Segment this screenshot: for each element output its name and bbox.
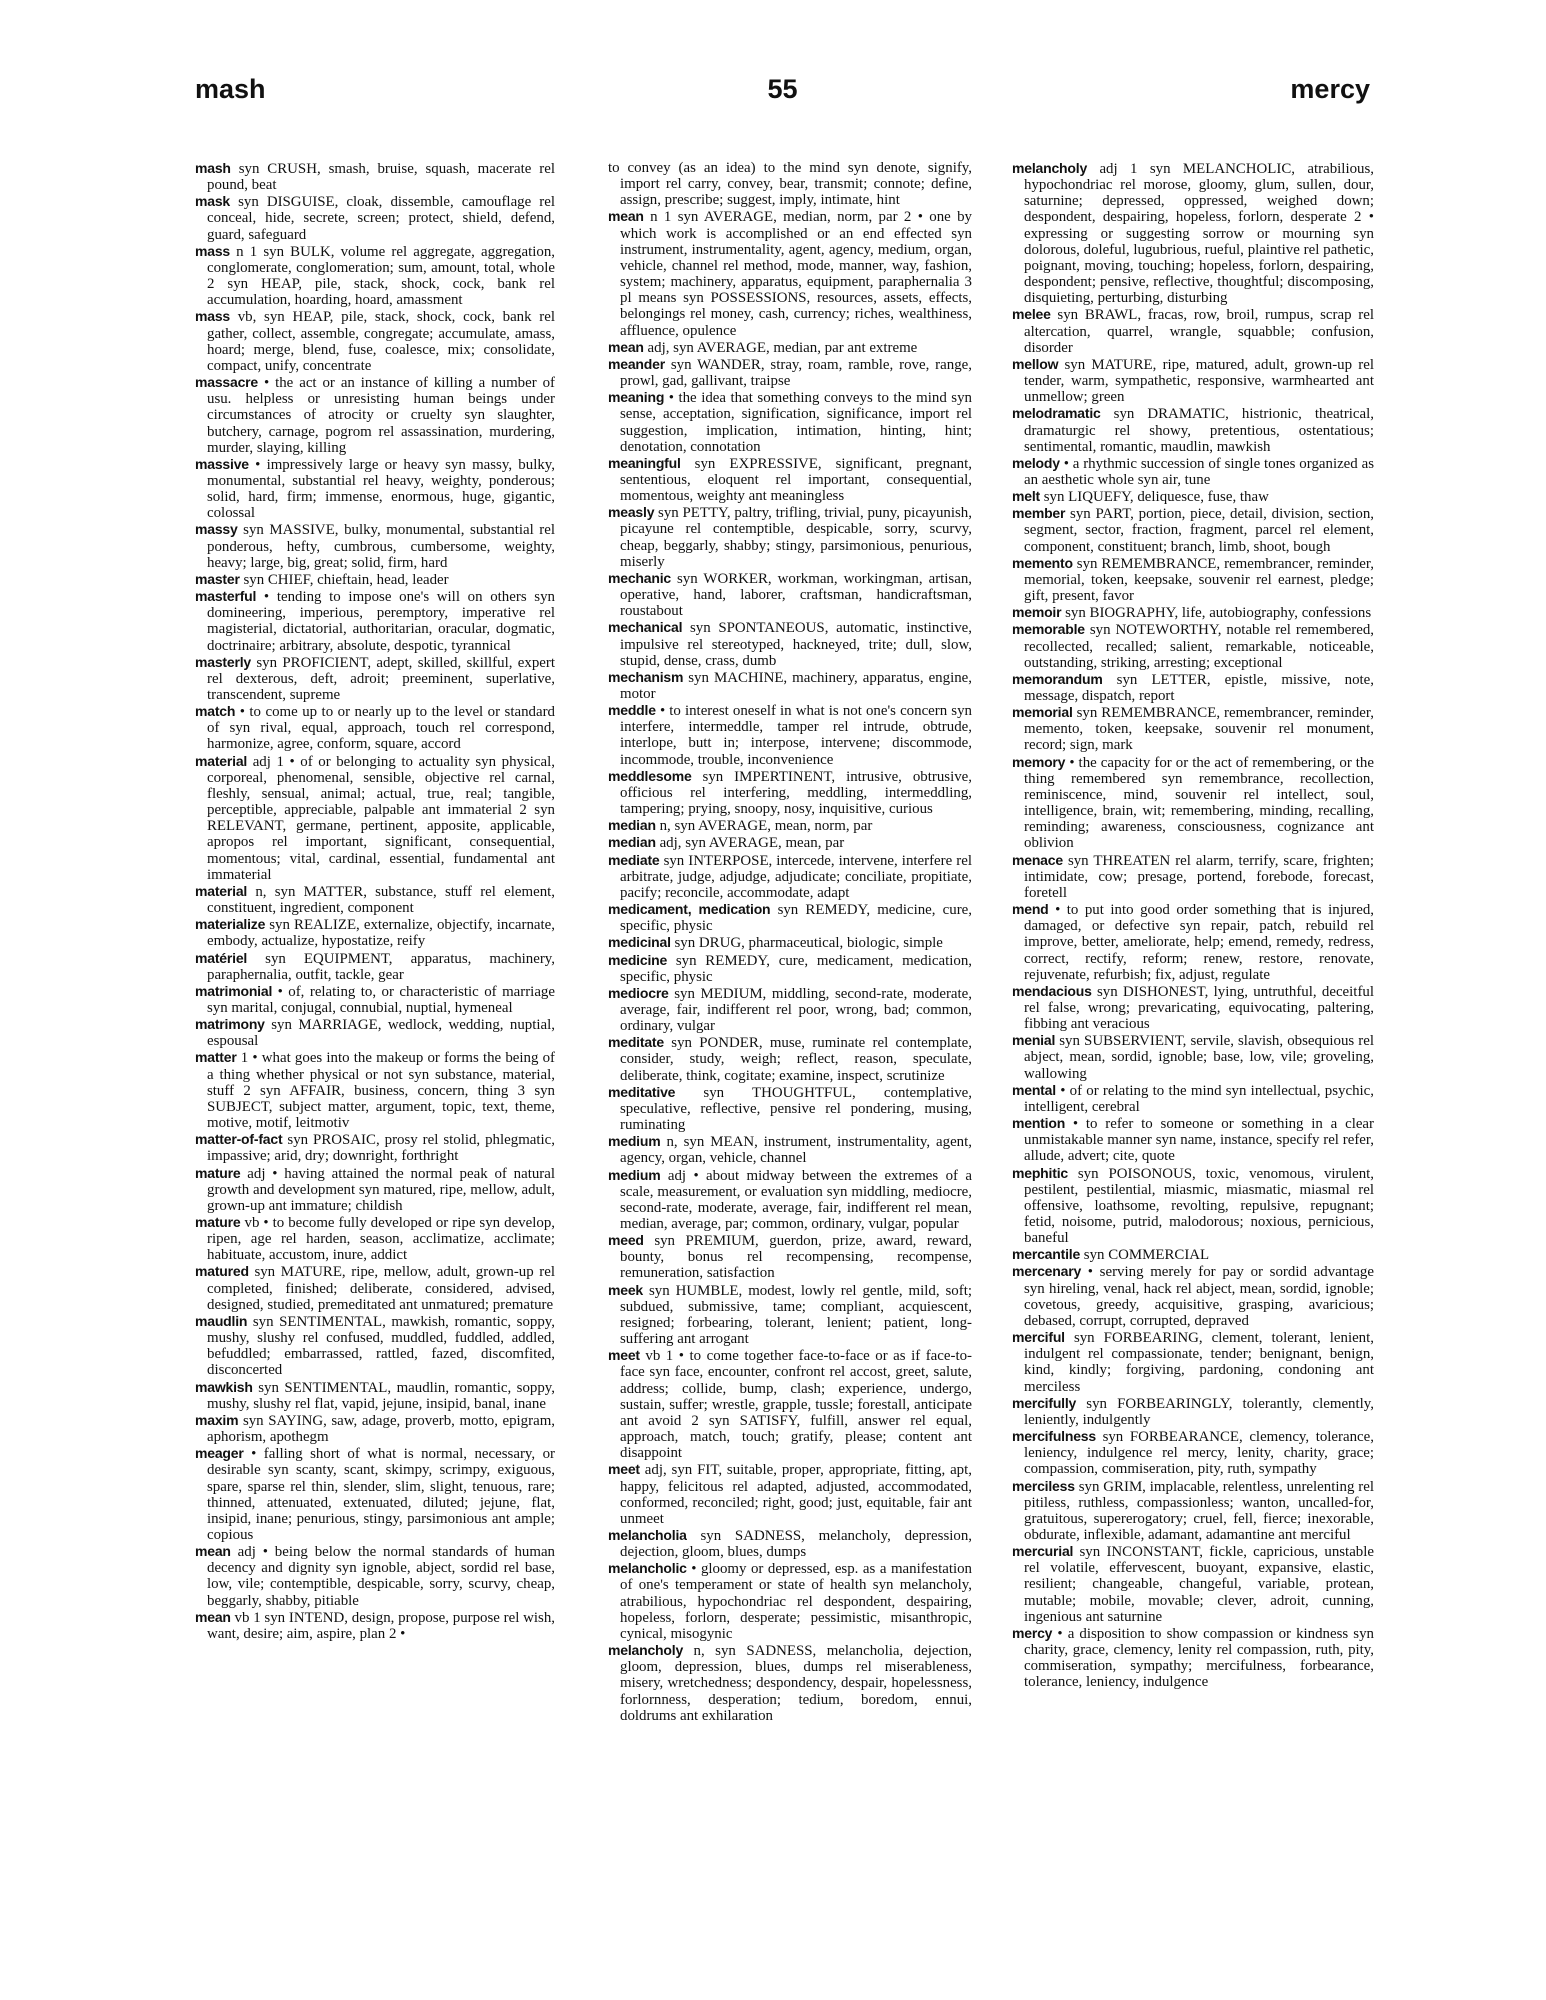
entry-headword: melt [1012, 488, 1040, 505]
entry-definition: • of, relating to, or characteristic of marriage syn marital, conjugal, connubial, nuptial, hymeneal [207, 983, 555, 1016]
entry-headword: material [195, 752, 248, 769]
entry-headword: meet [608, 1461, 640, 1478]
entry-definition: • the act or an instance of killing a number of usu. helpless or unresisting human beings under circumstances of atrocity or cruelty syn slaughter, butchery, carnage, pogrom rel assassination, murdering, murder, slaying, killing [207, 375, 555, 456]
dictionary-entry [195, 916, 555, 949]
entry-definition: syn WANDER, stray, roam, ramble, rove, range, prowl, gad, gallivant, traipse [620, 356, 972, 390]
entry-headword: medicament, medication [608, 901, 771, 918]
entry-headword: master [195, 570, 240, 587]
entry-definition: adj, syn AVERAGE, mean, par [659, 835, 845, 852]
dictionary-entry [1012, 1246, 1374, 1263]
dictionary-entry [1012, 852, 1374, 901]
dictionary-entry [1012, 1263, 1374, 1329]
entry-definition: syn DISGUISE, cloak, dissemble, camouflage rel conceal, hide, secrete, screen; protect, shield, defend, guard, safeguard [207, 194, 555, 243]
entry-headword: maxim [195, 1411, 239, 1428]
dictionary-entry [195, 243, 555, 309]
entry-headword: merciless [1012, 1477, 1075, 1494]
entry-definition: syn POISONOUS, toxic, venomous, virulent, pestilent, pestilential, miasmic, miasmatic, miasmal rel offensive, loathsome, revolting, repulsive, repugnant; fetid, noisome, putrid, malodorous; noxious, pernicious, baneful [1024, 1165, 1374, 1247]
dictionary-entry [195, 1214, 555, 1263]
dictionary-entry [608, 817, 972, 834]
dictionary-entry [1012, 1032, 1374, 1081]
dictionary-entry [195, 1049, 555, 1131]
entry-definition: syn PONDER, muse, ruminate rel contemplate, consider, study, weigh; reflect, reason, speculate, deliberate, think, cogitate; examine, inspect, scrutinize [620, 1035, 972, 1084]
entry-definition: syn LETTER, epistle, missive, note, message, dispatch, report [1024, 671, 1374, 704]
entry-headword: matter [195, 1049, 237, 1066]
dictionary-entry [195, 1313, 555, 1379]
entry-headword: mercantile [1012, 1246, 1081, 1263]
entry-headword: meek [608, 1281, 644, 1298]
dictionary-entry [1012, 754, 1374, 852]
entry-headword: mean [608, 208, 644, 225]
entry-definition: syn THREATEN rel alarm, terrify, scare, frighten; intimidate, cow; presage, portend, forebode, forecast, foretell [1024, 852, 1374, 901]
entry-definition: • to refer to someone or something in a clear unmistakable manner syn name, instance, specify rel refer, allude, advert; cite, quote [1024, 1116, 1374, 1165]
column-2 [608, 160, 972, 1920]
entry-headword: meet [608, 1347, 640, 1364]
entry-definition: • falling short of what is normal, necessary, or desirable syn scanty, scant, skimpy, scrimpy, exiguous, spare, sparse rel thin, slender, slim, slight, tenuous, rare; thinned, attenuated, extenuated, diluted; jejune, flat, insipid, inane; penurious, stingy, parsimonious ant ample; copious [207, 1446, 555, 1543]
entry-headword: menial [1012, 1032, 1056, 1049]
entry-headword: mean [195, 1608, 231, 1625]
dictionary-entry [608, 570, 972, 619]
dictionary-entry [1012, 356, 1374, 405]
entry-headword: meander [608, 355, 665, 372]
entry-headword: meed [608, 1232, 644, 1249]
entry-definition: • gloomy or depressed, esp. as a manifestation of one's temperament or state of health syn melancholy, atrabilious, hypochondriac rel despondent, despairing, hopeless, forlorn, desperate; pessimistic, misanthropic, cynical, misogynic [620, 1561, 972, 1642]
dictionary-entry [195, 753, 555, 883]
entry-definition: • the idea that something conveys to the mind syn sense, acceptation, signification, significance, import rel suggestion, implication, intimation, hinting, hint; denotation, connotation [620, 390, 972, 455]
entry-definition: n, syn MEAN, instrument, instrumentality, agent, agency, organ, vehicle, channel [620, 1134, 972, 1167]
entry-definition: syn SPONTANEOUS, automatic, instinctive, impulsive rel stereotyped, hackneyed, trite; dull, slow, stupid, dense, crass, dumb [620, 620, 972, 669]
entry-headword: mercurial [1012, 1543, 1074, 1560]
entry-definition: syn MATURE, ripe, mellow, adult, grown-up rel completed, finished; deliberate, considered, advised, designed, studied, premeditated ant unmatured; premature [207, 1264, 555, 1313]
dictionary-entry [1012, 901, 1374, 983]
column-3 [1012, 160, 1374, 1920]
dictionary-entry [195, 308, 555, 374]
dictionary-entry [195, 1543, 555, 1609]
entry-headword: mercifully [1012, 1394, 1077, 1411]
dictionary-entry [1012, 1478, 1374, 1544]
dictionary-entry [1012, 1115, 1374, 1164]
entry-definition: • the capacity for or the act of remembering, or the thing remembered syn remembrance, recollection, reminiscence, mind, souvenir rel intellect, soul, intelligence, brain, wit; remembering, minding, recalling, reminding; awareness, consciousness, cognizance ant oblivion [1024, 754, 1374, 852]
entry-headword: mean [195, 1543, 231, 1560]
entry-definition: syn REMEMBRANCE, remembrancer, reminder, memorial, token, keepsake, souvenir rel earnest, pledge; gift, present, favor [1024, 555, 1374, 605]
dictionary-entry [608, 1282, 972, 1348]
dictionary-entry [608, 1461, 972, 1527]
left-guide-word: mash [195, 74, 266, 104]
entry-headword: melancholia [608, 1526, 687, 1543]
dictionary-entry [1012, 983, 1374, 1032]
entry-definition: n 1 syn AVERAGE, median, norm, par 2 • one by which work is accomplished or an end effected syn instrument, instrumentality, agent, agency, medium, organ, vehicle, channel rel method, mode, manner, way, fashion, system; machinery, apparatus, equipment, paraphernalia 3 pl means syn POSSESSIONS, resources, assets, effects, belongings rel money, cash, currency; riches, wealthiness, affluence, opulence [620, 209, 972, 339]
entry-headword: mass [195, 242, 231, 259]
entry-headword: matériel [195, 949, 248, 966]
entry-definition: n 1 syn BULK, volume rel aggregate, aggregation, conglomerate, conglomeration; sum, amount, total, whole 2 syn HEAP, pile, stack, shock, cock, bank rel accumulation, hoarding, hoard, amassment [207, 243, 555, 309]
dictionary-entry [1012, 488, 1374, 505]
dictionary-entry [195, 1412, 555, 1445]
dictionary-entry [608, 356, 972, 389]
entry-headword: mature [195, 1164, 241, 1181]
entry-definition: syn WORKER, workman, workingman, artisan, operative, hand, laborer, craftsman, handicraftsman, roustabout [620, 570, 972, 620]
entry-definition: n, syn SADNESS, melancholia, dejection, gloom, depression, blues, dumps rel miserableness, misery, wretchedness; despondency, despair, hopelessness, forlornness, desperation; tedium, boredom, ennui, doldrums ant exhilaration [620, 1643, 972, 1724]
dictionary-entry [608, 934, 972, 951]
entry-definition: syn PREMIUM, guerdon, prize, award, reward, bounty, bonus rel recompensing, recompense, remuneration, satisfaction [620, 1233, 972, 1282]
entry-definition: syn EXPRESSIVE, significant, pregnant, sententious, eloquent rel important, consequential, momentous, weighty ant meaningless [620, 455, 972, 505]
entry-definition: syn DRUG, pharmaceutical, biologic, simple [674, 935, 943, 952]
entry-definition: syn PART, portion, piece, detail, division, section, segment, sector, fraction, fragment, parcel rel element, component, constituent; branch, limb, shoot, bough [1024, 506, 1374, 555]
entry-definition: syn FORBEARINGLY, tolerantly, clemently, leniently, indulgently [1024, 1395, 1374, 1428]
entry-definition: syn REMEDY, cure, medicament, medication, specific, physic [620, 952, 972, 985]
entry-headword: mention [1012, 1115, 1066, 1132]
entry-headword: materialize [195, 916, 266, 933]
entry-definition: syn DRAMATIC, histrionic, theatrical, dramaturgic rel showy, pretentious, ostentatious; sentimental, romantic, maudlin, mawkish [1024, 406, 1374, 455]
entry-definition: syn BRAWL, fracas, row, broil, rumpus, scrap rel altercation, quarrel, wrangle, squabble; confusion, disorder [1024, 307, 1374, 356]
dictionary-entry [608, 1034, 972, 1083]
dictionary-entry [608, 1527, 972, 1560]
entry-definition: syn HUMBLE, modest, lowly rel gentle, mild, soft; subdued, submissive, tame; compliant, acquiescent, resigned; forbearing, tolerant, lenient; patient, long-suffering ant arrogant [620, 1282, 972, 1348]
entry-headword: mawkish [195, 1378, 253, 1395]
entry-definition: adj, syn AVERAGE, median, par ant extreme [647, 339, 918, 356]
dictionary-entry [1012, 1329, 1374, 1395]
dictionary-entry [1012, 604, 1374, 621]
dictionary-entry [608, 834, 972, 851]
entry-definition: syn BIOGRAPHY, life, autobiography, confessions [1065, 605, 1372, 622]
dictionary-entry [1012, 555, 1374, 604]
entry-headword: meddle [608, 702, 656, 719]
entry-headword: medium [608, 1166, 661, 1183]
dictionary-entry [195, 193, 555, 242]
entry-definition: adj • about midway between the extremes of a scale, measurement, or evaluation syn middling, mediocre, second-rate, moderate, average, fair, indifferent rel mean, median, average, par; common, ordinary, vulgar, popular [620, 1167, 972, 1232]
dictionary-entry [608, 619, 972, 668]
entry-definition: syn REALIZE, externalize, objectify, incarnate, embody, actualize, hypostatize, reify [207, 917, 555, 950]
entry-headword: melee [1012, 306, 1051, 323]
entry-definition: adj • having attained the normal peak of natural growth and development syn matured, ripe, mellow, adult, grown-up ant immature; childish [207, 1165, 555, 1214]
entry-headword: mechanical [608, 619, 683, 636]
entry-definition: adj 1 syn MELANCHOLIC, atrabilious, hypochondriac rel morose, gloomy, glum, sullen, dour, saturnine; depressed, oppressed, weighed down; despondent, despairing, hopeless, forlorn, desperate 2 • expressing or suggesting sorrow or mourning syn dolorous, doleful, lugubrious, rueful, plaintive rel pathetic, poignant, moving, touching; hopeless, forlorn, despairing, despondent; pensive, reflective, thoughtful; discomposing, disquieting, perturbing, disturbing [1024, 161, 1374, 307]
entry-headword: melancholy [608, 1642, 684, 1659]
entry-headword: measly [608, 504, 655, 521]
entry-headword: mend [1012, 901, 1049, 918]
entry-definition: • serving merely for pay or sordid advantage syn hireling, venal, hack rel abject, mean, sordid, ignoble; covetous, greedy, acquisitive, grasping, avaricious; debased, corrupt, corrupted, depraved [1024, 1264, 1374, 1329]
entry-headword: mental [1012, 1081, 1056, 1098]
entry-definition: syn CHIEF, chieftain, head, leader [243, 571, 449, 588]
dictionary-entry [608, 702, 972, 768]
entry-definition: syn FORBEARANCE, clemency, tolerance, leniency, indulgence rel mercy, lenity, charity, grace; compassion, commiseration, pity, ruth, sympathy [1024, 1429, 1374, 1478]
entry-headword: mediate [608, 851, 660, 868]
entry-headword: meager [195, 1445, 244, 1462]
entry-headword: mellow [1012, 355, 1059, 372]
dictionary-entry [195, 374, 555, 456]
entry-headword: meaning [608, 389, 665, 406]
dictionary-entry [195, 571, 555, 588]
dictionary-entry [1012, 671, 1374, 704]
dictionary-entry [1012, 1165, 1374, 1247]
entry-headword: mercifulness [1012, 1428, 1096, 1445]
dictionary-entry [1012, 1082, 1374, 1115]
entry-definition: syn FORBEARING, clement, tolerant, lenient, indulgent rel compassionate, tender; benignant, benign, kind, kindly; forgiving, pardoning, condoning ant merciless [1024, 1330, 1374, 1395]
entry-definition: syn NOTEWORTHY, notable rel remembered, recollected, recalled; salient, remarkable, noticeable, outstanding, striking, arresting; exceptional [1024, 622, 1374, 671]
entry-headword: mature [195, 1214, 241, 1230]
entry-headword: memento [1012, 554, 1073, 571]
entry-headword: mechanic [608, 569, 671, 586]
entry-definition: syn THOUGHTFUL, contemplative, speculative, reflective, pensive rel pondering, musing, ruminating [620, 1084, 972, 1134]
dictionary-entry [1012, 1625, 1374, 1691]
entry-headword: maudlin [195, 1312, 248, 1329]
entry-definition: • to come up to or nearly up to the level or standard of syn rival, equal, approach, touch rel correspond, harmonize, agree, conform, square, accord [207, 704, 555, 753]
entry-definition: syn INCONSTANT, fickle, capricious, unstable rel volatile, effervescent, buoyant, expansive, elastic, resilient; changeable, changeful, variable, protean, mutable; mobile, movable; clever, adroit, cunning, ingenious ant saturnine [1024, 1544, 1374, 1625]
dictionary-entry [195, 160, 555, 193]
dictionary-entry [195, 983, 555, 1016]
dictionary-entry [608, 1133, 972, 1166]
entry-definition: syn MATURE, ripe, matured, adult, grown-up rel tender, warm, sympathetic, responsive, warmhearted ant unmellow; green [1024, 356, 1374, 406]
entry-definition: syn INTERPOSE, intercede, intervene, interfere rel arbitrate, judge, adjudge, adjudicate; conciliate, propitiate, pacify; reconcile, accommodate, adapt [620, 852, 972, 901]
entry-headword: meditative [608, 1083, 676, 1100]
entry-headword: mediocre [608, 984, 669, 1001]
dictionary-entry [195, 1016, 555, 1049]
entry-definition: • tending to impose one's will on others syn domineering, imperious, peremptory, imperative rel magisterial, dictatorial, authoritarian, oracular, dogmatic, doctrinaire; arbitrary, absolute, despotic, tyrannical [207, 589, 555, 654]
entry-definition: syn SADNESS, melancholy, depression, dejection, gloom, blues, dumps [620, 1527, 972, 1561]
entry-definition: adj 1 • of or belonging to actuality syn physical, corporeal, phenomenal, sensible, objective rel carnal, fleshly, sensual, animal; actual, true, real; tangible, perceptible, appreciable, palpable ant immaterial 2 syn RELEVANT, germane, pertinent, apposite, applicable, apropos rel important, significant, consequential, momentous; vital, cardinal, essential, fundamental ant immaterial [207, 753, 555, 883]
entry-headword: medicinal [608, 934, 671, 951]
entry-headword: match [195, 703, 236, 720]
dictionary-entry [1012, 306, 1374, 355]
dictionary-entry [608, 952, 972, 985]
entry-headword: menace [1012, 851, 1063, 868]
entry-headword: memorable [1012, 621, 1085, 638]
entry-headword: masterful [195, 588, 257, 605]
entry-headword: matter-of-fact [195, 1131, 283, 1148]
entry-headword: mercenary [1012, 1263, 1082, 1280]
dictionary-entry [1012, 505, 1374, 554]
entry-definition: vb • to become fully developed or ripe syn develop, ripen, age rel harden, season, acclimatize, acclimate; habituate, accustom, inure, addict [207, 1215, 555, 1264]
dictionary-entry [608, 1347, 972, 1461]
dictionary-entry [608, 208, 972, 338]
dictionary-entry [1012, 455, 1374, 488]
entry-definition: n, syn MATTER, substance, stuff rel element, constituent, ingredient, component [207, 883, 555, 917]
dictionary-entry [1012, 704, 1374, 753]
dictionary-entry [195, 703, 555, 752]
entry-definition: syn MACHINE, machinery, apparatus, engine, motor [620, 669, 972, 702]
entry-definition: syn MASSIVE, bulky, monumental, substantial rel ponderous, hefty, cumbrous, cumbersome, weighty, heavy; large, big, great; solid, firm, hard [207, 522, 555, 571]
dictionary-entry [608, 389, 972, 455]
dictionary-entry [195, 521, 555, 570]
entry-definition: to convey (as an idea) to the mind syn denote, signify, import rel carry, convey, bear, transmit; connote; define, assign, prescribe; suggest, imply, intimate, hint [608, 160, 972, 209]
running-head [195, 74, 1370, 114]
entry-headword: memory [1012, 753, 1066, 770]
entry-definition: syn CRUSH, smash, bruise, squash, macerate rel pound, beat [207, 161, 555, 194]
dictionary-entry [608, 768, 972, 817]
dictionary-entry [608, 901, 972, 934]
dictionary-entry [195, 1609, 555, 1642]
entry-definition: syn SENTIMENTAL, mawkish, romantic, soppy, mushy, slushy rel confused, muddled, fuddled, addled, befuddled; embarrassed, rattled, fazed, discomfited, disconcerted [207, 1313, 555, 1379]
entry-headword: mash [195, 160, 231, 176]
entry-definition: syn DISHONEST, lying, untruthful, deceitful rel false, wrong; prevaricating, equivocating, paltering, fibbing ant veracious [1024, 983, 1374, 1033]
dictionary-entry [195, 883, 555, 916]
entry-headword: medium [608, 1133, 661, 1150]
dictionary-entry [1012, 160, 1374, 306]
entry-definition: n, syn AVERAGE, mean, norm, par [659, 818, 873, 835]
dictionary-entry [195, 1445, 555, 1543]
entry-headword: melody [1012, 454, 1060, 471]
entry-definition: syn COMMERCIAL [1083, 1247, 1210, 1264]
entry-definition: syn SENTIMENTAL, maudlin, romantic, soppy, mushy, slushy rel flat, vapid, jejune, insipid, banal, inane [207, 1379, 555, 1412]
entry-definition: vb 1 • to come together face-to-face or as if face-to-face syn face, encounter, confront rel accost, greet, salute, address; collide, bump, clash; experience, undergo, sustain, suffer; wrestle, grapple, tussle; forestall, anticipate ant avoid 2 syn SATISFY, fulfill, answer rel equal, approach, match, touch; gratify, please; content ant disappoint [620, 1348, 972, 1462]
entry-headword: melodramatic [1012, 405, 1101, 422]
entry-headword: masterly [195, 653, 251, 670]
entry-definition: syn SAYING, saw, adage, proverb, motto, epigram, aphorism, apothegm [207, 1412, 555, 1446]
dictionary-entry [1012, 1428, 1374, 1477]
dictionary-entry [608, 504, 972, 570]
entry-definition: 1 • what goes into the makeup or forms the being of a thing whether physical or not syn substance, material, stuff 2 syn AFFAIR, business, concern, thing 3 syn SUBJECT, subject matter, argument, topic, text, theme, motive, motif, leitmotiv [207, 1050, 555, 1132]
entry-headword: massive [195, 455, 249, 472]
entry-headword: mass [195, 308, 231, 325]
entry-headword: mask [195, 193, 231, 210]
dictionary-entry [195, 456, 555, 522]
entry-headword: meaningful [608, 454, 681, 471]
entry-headword: memorial [1012, 704, 1073, 721]
entry-headword: melancholy [1012, 160, 1088, 176]
dictionary-entry [608, 985, 972, 1034]
entry-definition: syn REMEDY, medicine, cure, specific, physic [620, 902, 972, 935]
dictionary-entry [195, 654, 555, 703]
page-number: 55 [767, 74, 798, 104]
dictionary-entry [608, 1642, 972, 1724]
entry-definition: syn IMPERTINENT, intrusive, obtrusive, officious rel interfering, meddling, intermeddling, tampering; prying, snoopy, nosy, inquisitive, curious [620, 768, 972, 818]
entry-headword: massy [195, 521, 238, 538]
dictionary-entry [608, 669, 972, 702]
entry-headword: massacre [195, 374, 259, 391]
dictionary-entry [1012, 405, 1374, 454]
entry-definition: adj, syn FIT, suitable, proper, appropriate, fitting, apt, happy, felicitous rel adapted, adjusted, accommodated, conformed, reconciled; right, good; just, equitable, fair ant unmeet [620, 1462, 972, 1527]
entry-headword: material [195, 882, 248, 899]
entry-headword: melancholic [608, 1560, 687, 1577]
entry-headword: mechanism [608, 668, 684, 685]
entry-definition: vb, syn HEAP, pile, stack, shock, cock, bank rel gather, collect, assemble, congregate; accumulate, amass, hoard; merge, blend, fuse, coalesce, mix; consolidate, compact, unify, concentrate [207, 309, 555, 374]
column-1 [195, 160, 555, 1920]
entry-headword: matured [195, 1263, 249, 1280]
entry-headword: matrimonial [195, 982, 273, 999]
dictionary-entry [195, 1165, 555, 1214]
entry-headword: mendacious [1012, 982, 1092, 999]
entry-headword: median [608, 834, 656, 851]
entry-definition: syn EQUIPMENT, apparatus, machinery, paraphernalia, outfit, tackle, gear [207, 950, 555, 983]
entry-headword: mean [608, 338, 644, 355]
dictionary-entry [608, 1084, 972, 1133]
entry-definition: • to interest oneself in what is not one's concern syn interfere, intermeddle, tamper rel intrude, obtrude, interlope, butt in; interpose, intervene; discommode, incommode, trouble, inconvenience [620, 703, 972, 768]
entry-definition: vb 1 syn INTEND, design, propose, purpose rel wish, want, desire; aim, aspire, plan 2 • [207, 1609, 555, 1642]
entry-definition: syn PROFICIENT, adept, skilled, skillful, expert rel dexterous, deft, adroit; preeminent, superlative, transcendent, supreme [207, 654, 555, 703]
entry-headword: merciful [1012, 1329, 1065, 1346]
dictionary-entry [195, 1379, 555, 1412]
entry-headword: median [608, 817, 656, 834]
entry-definition: syn REMEMBRANCE, remembrancer, reminder, memento, token, keepsake, souvenir rel monument, record; sign, mark [1024, 705, 1374, 754]
dictionary-entry [1012, 1395, 1374, 1428]
dictionary-entry [608, 1232, 972, 1281]
entry-definition: • to put into good order something that is injured, damaged, or defective syn repair, patch, rebuild rel improve, better, ameliorate, help; emend, remedy, redress, correct, rectify, reform; renew, restore, renovate, rejuvenate, refurbish; fix, adjust, regulate [1024, 902, 1374, 983]
dictionary-entry [608, 339, 972, 356]
entry-definition: • a disposition to show compassion or kindness syn charity, grace, clemency, lenity rel compassion, ruth, pity, commiseration, sympathy; mercifulness, forbearance, tolerance, leniency, indulgence [1024, 1625, 1374, 1691]
entry-definition: • impressively large or heavy syn massy, bulky, monumental, substantial rel heavy, weighty, ponderous; solid, hard, firm; immense, enormous, huge, gigantic, colossal [207, 456, 555, 522]
dictionary-entry [608, 455, 972, 504]
entry-definition: syn MEDIUM, middling, second-rate, moderate, average, fair, indifferent rel poor, wrong, bad; common, ordinary, vulgar [620, 985, 972, 1035]
entry-definition: syn PETTY, paltry, trifling, trivial, puny, picayunish, picayune rel contemptible, despicable, sorry, scurvy, cheap, beggarly, shabby; stingy, parsimonious, penurious, miserly [620, 505, 972, 570]
dictionary-entry [608, 160, 972, 208]
entry-definition: adj • being below the normal standards of human decency and dignity syn ignoble, abject, sordid rel base, low, vile; contemptible, despicable, sorry, scurvy, cheap, beggarly, shabby, pitiable [207, 1544, 555, 1609]
entry-headword: medicine [608, 951, 668, 968]
entry-headword: meditate [608, 1034, 664, 1051]
entry-definition: syn GRIM, implacable, relentless, unrelenting rel pitiless, ruthless, compassionless; wanton, uncalled-for, gratuitous, supererogatory; cruel, fell, fierce; inexorable, obdurate, inflexible, adamant, adamantine ant merciful [1024, 1478, 1374, 1543]
entry-definition: syn PROSAIC, prosy rel stolid, phlegmatic, impassive; arid, dry; downright, forthright [207, 1132, 555, 1165]
dictionary-entry [1012, 621, 1374, 670]
entry-headword: mercy [1012, 1624, 1053, 1641]
dictionary-entry [608, 1560, 972, 1642]
entry-headword: memorandum [1012, 670, 1103, 687]
dictionary-entry [608, 1167, 972, 1233]
dictionary-entry [195, 1263, 555, 1312]
entry-definition: syn LIQUEFY, deliquesce, fuse, thaw [1043, 489, 1269, 506]
entry-definition: • of or relating to the mind syn intellectual, psychic, intelligent, cerebral [1024, 1082, 1374, 1115]
entry-headword: mephitic [1012, 1164, 1068, 1181]
right-guide-word: mercy [1290, 74, 1370, 104]
entry-headword: memoir [1012, 604, 1062, 621]
entry-definition: syn SUBSERVIENT, servile, slavish, obsequious rel abject, mean, sordid, ignoble; base, low, vile; groveling, wallowing [1024, 1033, 1374, 1082]
dictionary-entry [608, 852, 972, 901]
entry-definition: • a rhythmic succession of single tones organized as an aesthetic whole syn air, tune [1024, 455, 1374, 488]
dictionary-entry [195, 1131, 555, 1164]
dictionary-entry [1012, 1543, 1374, 1625]
entry-headword: member [1012, 505, 1066, 522]
entry-headword: meddlesome [608, 767, 692, 784]
entry-headword: matrimony [195, 1016, 265, 1033]
dictionary-entry [195, 950, 555, 983]
entry-definition: syn MARRIAGE, wedlock, wedding, nuptial, espousal [207, 1017, 555, 1050]
dictionary-entry [195, 588, 555, 654]
